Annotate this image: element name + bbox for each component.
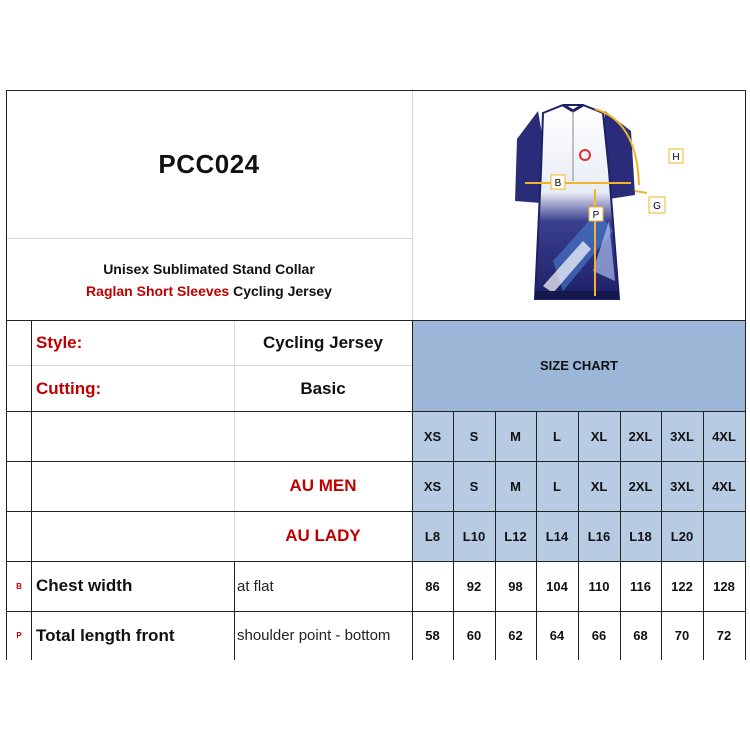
style-label: Style: — [36, 332, 83, 352]
chest-value: 98 — [508, 578, 523, 594]
length-value: 70 — [674, 628, 690, 643]
au-men-cell: 4XL — [712, 478, 736, 494]
au-lady-cell — [703, 511, 745, 561]
product-subtitle — [6, 239, 412, 320]
au-men-cell: 3XL — [670, 478, 694, 494]
length-value: 58 — [425, 628, 440, 643]
size-chart-title: SIZE CHART — [540, 358, 618, 373]
au-lady-cell: L12 — [504, 528, 527, 544]
length-value: 62 — [508, 628, 523, 643]
au-men-cell: XS — [423, 478, 442, 494]
label-p: P — [592, 210, 600, 221]
chest-width-label: Chest width — [36, 576, 133, 595]
chest-value: 86 — [425, 578, 440, 594]
chest-value: 116 — [630, 578, 651, 594]
size-cell: L — [553, 428, 561, 444]
style-value: Cycling Jersey — [262, 332, 383, 352]
length-value: 66 — [591, 628, 607, 643]
size-cell: M — [510, 428, 521, 444]
length-value: 60 — [466, 628, 482, 643]
jersey-diagram — [413, 91, 745, 320]
chest-value: 92 — [466, 578, 482, 594]
size-cell: 3XL — [670, 428, 694, 444]
label-b: B — [554, 178, 562, 189]
length-mark: P — [16, 631, 22, 640]
au-men-cell: S — [469, 478, 479, 494]
subtitle-line-1: Unisex Sublimated Stand Collar — [103, 260, 315, 277]
size-spec-sheet — [6, 90, 746, 660]
length-method: shoulder point - bottom — [237, 627, 391, 644]
au-lady-cell: L16 — [587, 528, 611, 544]
chest-method: at flat — [237, 577, 274, 595]
au-men-cell: 2XL — [628, 478, 653, 494]
size-cell: 4XL — [712, 428, 736, 444]
chest-value: 122 — [671, 578, 693, 594]
length-value: 72 — [716, 628, 732, 643]
length-value: 64 — [549, 628, 565, 643]
length-value: 68 — [633, 628, 648, 643]
subtitle-rest-text: Cycling Jersey — [229, 282, 332, 299]
chest-mark: B — [16, 581, 22, 591]
au-men-cell: L — [553, 478, 561, 494]
subtitle-red-text: Raglan Short Sleeves — [86, 282, 230, 299]
au-lady-cell: L14 — [545, 528, 569, 544]
chest-value: 128 — [713, 578, 735, 594]
au-lady-cell: L20 — [670, 528, 694, 544]
au-lady-cell: L10 — [462, 528, 486, 544]
au-men-cell: XL — [590, 478, 608, 494]
total-length-label: Total length front — [36, 625, 175, 645]
au-lady-label: AU LADY — [285, 526, 361, 545]
chest-value: 104 — [546, 578, 568, 594]
au-men-cell: M — [510, 478, 521, 494]
au-lady-cell: L18 — [629, 528, 652, 544]
size-cell: 2XL — [628, 428, 653, 444]
product-code: PCC024 — [158, 148, 260, 179]
label-g: G — [653, 201, 661, 212]
label-h: H — [672, 152, 680, 163]
jersey-illustration — [413, 91, 745, 320]
cutting-label: Cutting: — [36, 378, 102, 398]
au-men-label: AU MEN — [289, 476, 357, 495]
chest-value: 110 — [588, 578, 610, 594]
size-cell: XS — [423, 428, 442, 444]
cutting-value: Basic — [300, 378, 346, 398]
size-cell: XL — [590, 428, 608, 444]
au-lady-cell: L8 — [424, 528, 441, 544]
size-cell: S — [469, 428, 479, 444]
subtitle-line-2 — [86, 280, 332, 302]
